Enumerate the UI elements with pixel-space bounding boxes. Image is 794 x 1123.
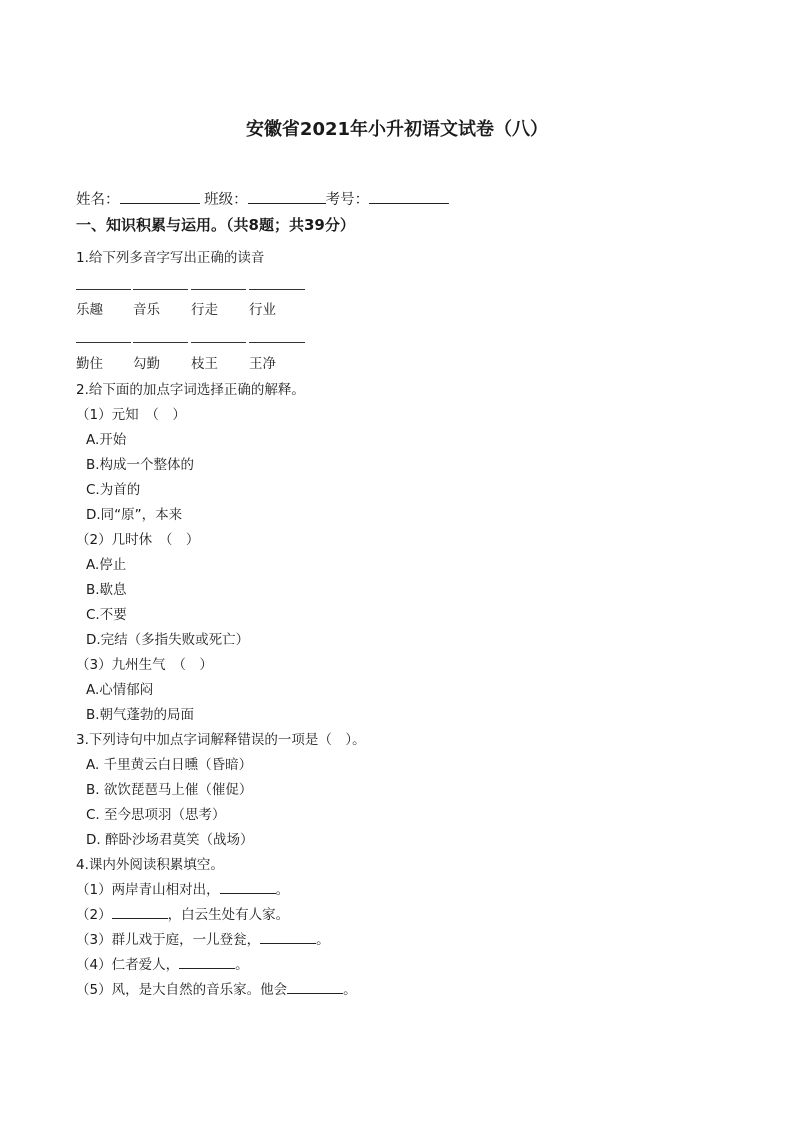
fill-item-pre: （5）风，是大自然的音乐家。他会 [76,982,288,998]
fill-blank[interactable] [260,930,316,944]
word: 勤住 [76,356,103,372]
answer-line[interactable] [249,342,305,343]
answer-line[interactable] [76,342,131,343]
answer-line[interactable] [76,289,131,290]
option: D.同“原”，本来 [86,507,183,523]
number-label: 考号： [325,192,370,208]
option: C. 至今思项羽（思考） [86,807,226,823]
fill-item [76,904,289,926]
fill-item-pre: （1）两岸青山相对出， [76,882,220,898]
option: B.朝气蓬勃的局面 [86,707,195,723]
q1-prompt: 1.给下列多音字写出正确的读音 [76,250,265,266]
student-info-line [76,188,449,212]
q1-answer-lines-row1[interactable] [76,289,306,290]
fill-item [76,979,357,1001]
answer-line[interactable] [249,289,305,290]
answer-line[interactable] [191,342,246,343]
fill-item-post: 。 [343,982,357,998]
q4-prompt: 4.课内外阅读积累填空。 [76,857,224,873]
fill-item [76,879,289,901]
q2-sub3-label: （3）九州生气 （ ） [76,657,213,673]
word: 行走 [191,302,218,318]
option: A.停止 [86,557,127,573]
fill-blank[interactable] [179,955,235,969]
word: 枝王 [191,356,218,372]
fill-blank[interactable] [112,905,168,919]
q1-answer-lines-row2[interactable] [76,342,306,343]
word: 勾勤 [133,356,160,372]
fill-item [76,929,330,951]
fill-item-post: ，白云生处有人家。 [167,907,290,923]
word: 音乐 [133,302,160,318]
fill-item-post: 。 [316,932,330,948]
q2-sub2-label: （2）几时休 （ ） [76,532,200,548]
option: B.构成一个整体的 [86,457,195,473]
q3-prompt: 3.下列诗句中加点字词解释错误的一项是（ ）。 [76,732,366,748]
name-blank[interactable] [120,189,200,204]
word: 乐趣 [76,302,103,318]
class-blank[interactable] [248,189,326,204]
word: 行业 [249,302,276,318]
section-heading: 一、知识积累与运用。（共8题；共39分） [76,216,355,234]
fill-blank[interactable] [287,980,343,994]
class-label: 班级： [204,192,248,208]
answer-line[interactable] [133,289,188,290]
page-title: 安徽省2021年小升初语文试卷（八） [245,119,549,140]
answer-line[interactable] [133,342,188,343]
option: A. 千里黄云白日曛（昏暗） [86,757,253,773]
option: D. 醉卧沙场君莫笑（战场） [86,832,254,848]
option: C.为首的 [86,482,141,498]
fill-item-pre: （2） [76,907,112,923]
option: A.心情郁闷 [86,682,154,698]
q2-sub1-label: （1）元知 （ ） [76,407,186,423]
option: B.歇息 [86,582,127,598]
option: A.开始 [86,432,127,448]
fill-item-post: 。 [235,957,249,973]
name-label: 姓名： [76,192,120,208]
number-blank[interactable] [369,189,449,204]
fill-item-post: 。 [275,882,290,898]
answer-line[interactable] [191,289,246,290]
option: B. 欲饮琵琶马上催（催促） [86,782,253,798]
option: C.不要 [86,607,127,623]
word: 王净 [249,356,276,372]
option: D.完结（多指失败或死亡） [86,632,250,648]
fill-item-pre: （4）仁者爱人， [76,957,180,973]
q2-prompt: 2.给下面的加点字词选择正确的解释。 [76,382,305,398]
fill-item-pre: （3）群儿戏于庭，一儿登瓮， [76,932,261,948]
fill-item [76,954,249,976]
fill-blank[interactable] [220,880,276,894]
